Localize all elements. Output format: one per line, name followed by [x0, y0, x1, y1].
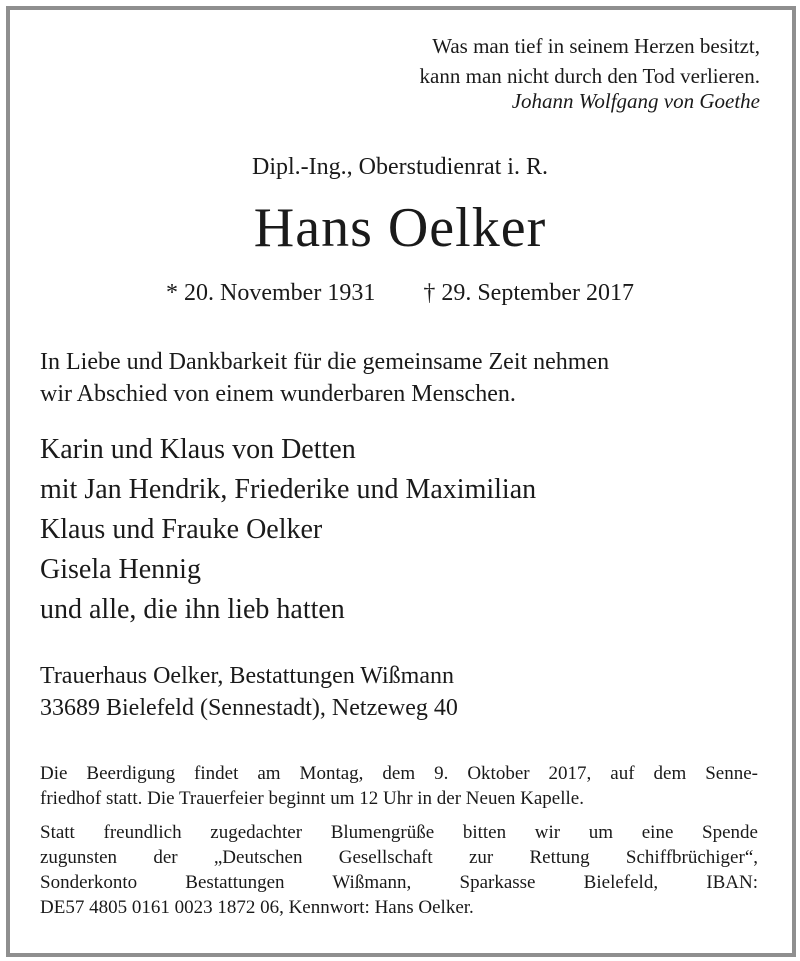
quote-line-2: kann man nicht durch den Tod verlieren. — [419, 64, 760, 88]
donation-line-2: zugunsten der „Deutschen Gesellschaft zur Rettung Schiffbrüchiger“, — [40, 847, 758, 868]
address-line-1: Trauerhaus Oelker, Bestattungen Wißmann — [40, 663, 454, 689]
mourner-line: Klaus und Frauke Oelker — [40, 514, 323, 545]
funeral-line-1: Die Beerdigung findet am Montag, dem 9. Oktober 2017, auf dem Senne- — [40, 763, 758, 784]
quote-author: Johann Wolfgang von Goethe — [511, 89, 760, 113]
mourner-line: mit Jan Hendrik, Friederike und Maximilian — [40, 474, 537, 505]
death-date: † 29. September 2017 — [423, 280, 634, 306]
donation-line-4: DE57 4805 0161 0023 1872 06, Kennwort: Hans Oelker. — [40, 897, 474, 918]
mourner-line: und alle, die ihn lieb hatten — [40, 594, 345, 625]
life-dates — [0, 280, 800, 307]
message-line-1: In Liebe und Dankbarkeit für die gemeinsame Zeit nehmen — [40, 349, 610, 375]
mourner-line: Gisela Hennig — [40, 554, 201, 585]
quote-line-1: Was man tief in seinem Herzen besitzt, — [432, 34, 760, 58]
mourner-line: Karin und Klaus von Detten — [40, 434, 356, 465]
deceased-title: Dipl.-Ing., Oberstudienrat i. R. — [252, 154, 548, 180]
deceased-name: Hans Oelker — [253, 197, 547, 259]
donation-line-3: Sonderkonto Bestattungen Wißmann, Sparkasse Bielefeld, IBAN: — [40, 872, 758, 893]
funeral-line-2: friedhof statt. Die Trauerfeier beginnt um 12 Uhr in der Neuen Kapelle. — [40, 788, 584, 809]
birth-date: * 20. November 1931 — [166, 280, 376, 306]
donation-line-1: Statt freundlich zugedachter Blumengrüße bitten wir um eine Spende — [40, 822, 758, 843]
message-line-2: wir Abschied von einem wunderbaren Menschen. — [40, 381, 516, 407]
address-line-2: 33689 Bielefeld (Sennestadt), Netzeweg 40 — [40, 695, 458, 721]
